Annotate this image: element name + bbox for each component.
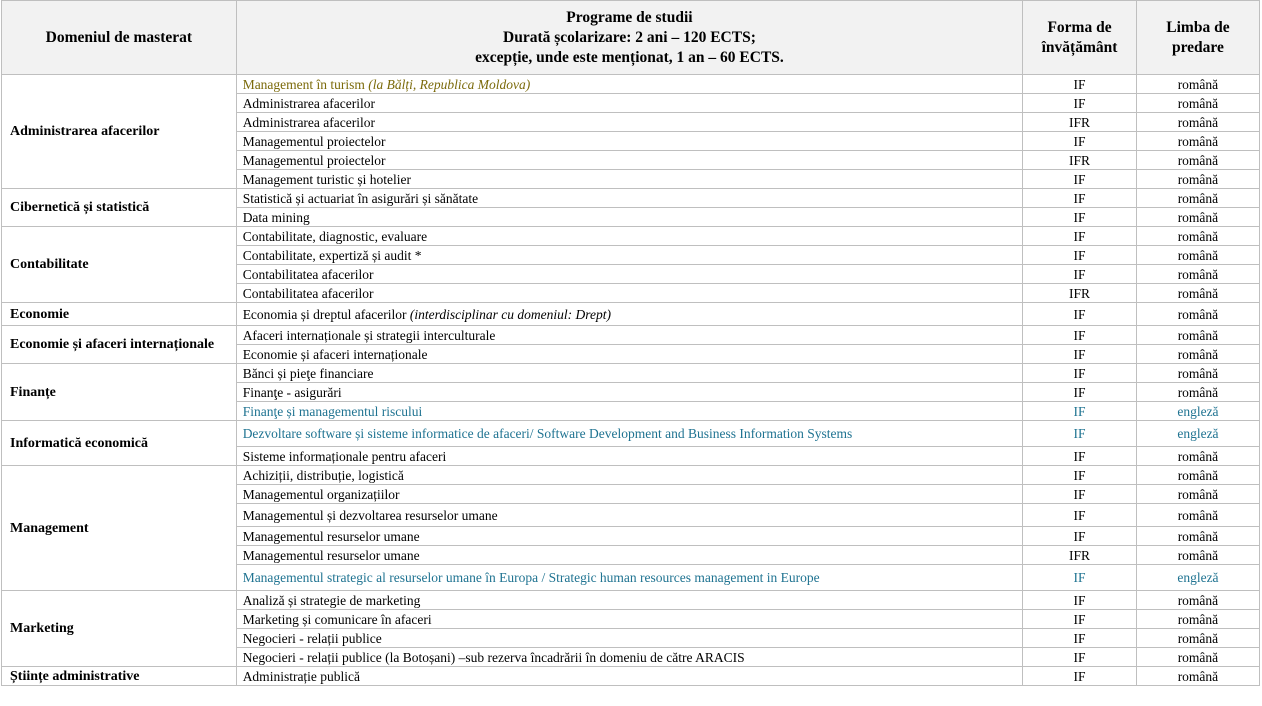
table-row (2, 667, 1260, 686)
form-cell: IF (1023, 345, 1137, 364)
language-cell: română (1136, 466, 1259, 485)
form-cell: IF (1023, 466, 1137, 485)
header-form: Forma de învățământ (1023, 1, 1137, 75)
table-row (2, 75, 1260, 94)
form-cell: IFR (1023, 113, 1137, 132)
program-cell: Negocieri - relații publice (236, 629, 1023, 648)
program-cell: Bănci și pieţe financiare (236, 364, 1023, 383)
language-cell: română (1136, 284, 1259, 303)
form-cell: IF (1023, 402, 1137, 421)
table-row (2, 303, 1260, 326)
form-cell: IFR (1023, 546, 1137, 565)
form-cell: IF (1023, 485, 1137, 504)
program-cell: Achiziții, distribuție, logistică (236, 466, 1023, 485)
program-cell: Managementul resurselor umane (236, 546, 1023, 565)
language-cell: română (1136, 265, 1259, 284)
form-cell: IF (1023, 447, 1137, 466)
language-cell: română (1136, 591, 1259, 610)
form-cell: IF (1023, 364, 1137, 383)
domain-cell: Cibernetică și statistică (2, 189, 237, 227)
header-domain: Domeniul de masterat (2, 1, 237, 75)
header-programs-line1: Programe de studii (566, 8, 693, 26)
language-cell: română (1136, 610, 1259, 629)
language-cell: română (1136, 485, 1259, 504)
table-row (2, 326, 1260, 345)
program-cell: Dezvoltare software și sisteme informatice de afaceri/ Software Development and Business Information Systems (236, 421, 1023, 447)
form-cell: IF (1023, 227, 1137, 246)
form-cell: IF (1023, 648, 1137, 667)
domain-cell: Contabilitate (2, 227, 237, 303)
form-cell: IF (1023, 667, 1137, 686)
language-cell: română (1136, 75, 1259, 94)
form-cell: IF (1023, 189, 1137, 208)
language-cell: engleză (1136, 402, 1259, 421)
language-cell: română (1136, 546, 1259, 565)
form-cell: IF (1023, 527, 1137, 546)
program-cell: Administrarea afacerilor (236, 113, 1023, 132)
language-cell: română (1136, 447, 1259, 466)
program-cell: Managementul proiectelor (236, 151, 1023, 170)
program-cell: Finanţe - asigurări (236, 383, 1023, 402)
header-row (2, 1, 1260, 75)
program-cell: Managementul organizațiilor (236, 485, 1023, 504)
domain-cell: Finanțe (2, 364, 237, 421)
form-cell: IF (1023, 504, 1137, 527)
domain-cell: Administrarea afacerilor (2, 75, 237, 189)
table-row (2, 189, 1260, 208)
program-cell: Managementul resurselor umane (236, 527, 1023, 546)
table-row (2, 421, 1260, 447)
program-cell: Managementul și dezvoltarea resurselor umane (236, 504, 1023, 527)
domain-cell: Management (2, 466, 237, 591)
language-cell: engleză (1136, 565, 1259, 591)
language-cell: română (1136, 189, 1259, 208)
program-cell: Managementul proiectelor (236, 132, 1023, 151)
program-cell: Data mining (236, 208, 1023, 227)
form-cell: IF (1023, 208, 1137, 227)
form-cell: IF (1023, 629, 1137, 648)
form-cell: IF (1023, 610, 1137, 629)
language-cell: română (1136, 383, 1259, 402)
form-cell: IFR (1023, 151, 1137, 170)
language-cell: română (1136, 151, 1259, 170)
language-cell: engleză (1136, 421, 1259, 447)
language-cell: română (1136, 170, 1259, 189)
domain-cell: Economie (2, 303, 237, 326)
form-cell: IFR (1023, 284, 1137, 303)
form-cell: IF (1023, 170, 1137, 189)
form-cell: IF (1023, 421, 1137, 447)
program-cell: Sisteme informaționale pentru afaceri (236, 447, 1023, 466)
header-programs-line2: Durată școlarizare: 2 ani – 120 ECTS; (503, 28, 756, 46)
language-cell: română (1136, 504, 1259, 527)
program-cell: Marketing și comunicare în afaceri (236, 610, 1023, 629)
language-cell: română (1136, 648, 1259, 667)
table-row (2, 364, 1260, 383)
language-cell: română (1136, 364, 1259, 383)
program-cell: Contabilitate, expertiză și audit * (236, 246, 1023, 265)
language-cell: română (1136, 246, 1259, 265)
form-cell: IF (1023, 303, 1137, 326)
domain-cell: Marketing (2, 591, 237, 667)
form-cell: IF (1023, 591, 1137, 610)
language-cell: română (1136, 94, 1259, 113)
table-row (2, 227, 1260, 246)
program-cell: Afaceri internaționale și strategii interculturale (236, 326, 1023, 345)
table-row (2, 591, 1260, 610)
program-cell: Economie și afaceri internaționale (236, 345, 1023, 364)
form-cell: IF (1023, 75, 1137, 94)
form-cell: IF (1023, 383, 1137, 402)
program-cell: Contabilitatea afacerilor (236, 265, 1023, 284)
form-cell: IF (1023, 94, 1137, 113)
header-programs (236, 1, 1023, 75)
domain-cell: Economie și afaceri internaționale (2, 326, 237, 364)
program-cell: Contabilitate, diagnostic, evaluare (236, 227, 1023, 246)
language-cell: română (1136, 227, 1259, 246)
program-cell: Management turistic și hotelier (236, 170, 1023, 189)
form-cell: IF (1023, 132, 1137, 151)
program-cell: Contabilitatea afacerilor (236, 284, 1023, 303)
program-cell: Management în turism (la Bălți, Republica Moldova) (236, 75, 1023, 94)
language-cell: română (1136, 132, 1259, 151)
program-cell: Analiză și strategie de marketing (236, 591, 1023, 610)
master-programs-table (1, 0, 1260, 686)
program-cell: Statistică și actuariat în asigurări și sănătate (236, 189, 1023, 208)
form-cell: IF (1023, 565, 1137, 591)
form-cell: IF (1023, 326, 1137, 345)
language-cell: română (1136, 345, 1259, 364)
program-cell: Managementul strategic al resurselor umane în Europa / Strategic human resources management in Europe (236, 565, 1023, 591)
header-programs-line3: excepție, unde este menționat, 1 an – 60 ECTS. (475, 48, 784, 66)
language-cell: română (1136, 667, 1259, 686)
program-cell: Economia și dreptul afacerilor (interdisciplinar cu domeniul: Drept) (236, 303, 1023, 326)
language-cell: română (1136, 113, 1259, 132)
program-cell: Administrație publică (236, 667, 1023, 686)
program-cell: Finanţe și managementul riscului (236, 402, 1023, 421)
language-cell: română (1136, 303, 1259, 326)
program-cell: Administrarea afacerilor (236, 94, 1023, 113)
language-cell: română (1136, 527, 1259, 546)
language-cell: română (1136, 326, 1259, 345)
program-cell: Negocieri - relații publice (la Botoșani) –sub rezerva încadrării în domeniu de către ARACIS (236, 648, 1023, 667)
language-cell: română (1136, 208, 1259, 227)
header-language: Limba de predare (1136, 1, 1259, 75)
form-cell: IF (1023, 265, 1137, 284)
domain-cell: Științe administrative (2, 667, 237, 686)
language-cell: română (1136, 629, 1259, 648)
form-cell: IF (1023, 246, 1137, 265)
table-row (2, 466, 1260, 485)
domain-cell: Informatică economică (2, 421, 237, 466)
